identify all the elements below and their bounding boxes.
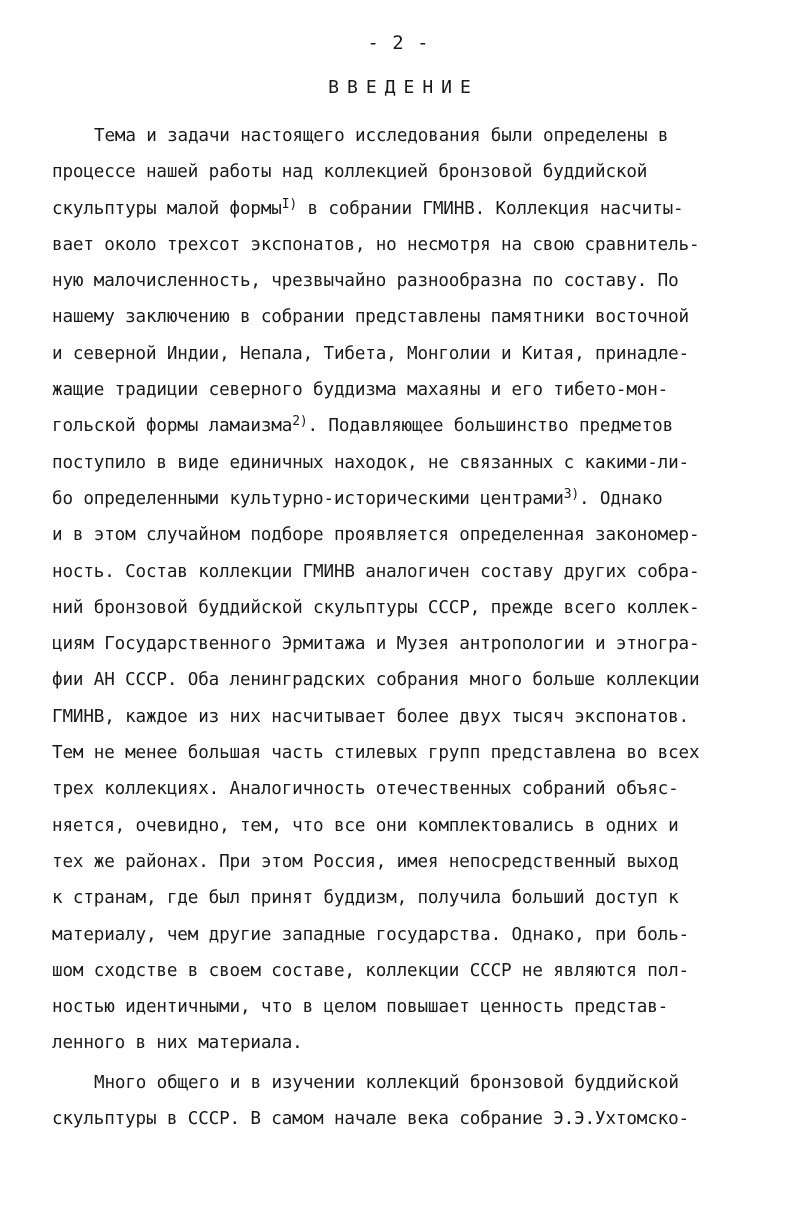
line-text: гольской формы ламаизма <box>52 416 293 437</box>
text-line <box>52 1025 742 1061</box>
line-text: ленного в них материала. <box>52 1033 303 1054</box>
text-line <box>52 662 742 698</box>
line-text: трех коллекциях. Аналогичность отечественных собраний объяс- <box>52 779 679 800</box>
line-text: Тема и задачи настоящего исследования были определены в <box>94 126 669 146</box>
line-text: и северной Индии, Непала, Тибета, Монголии и Китая, принадле- <box>52 343 689 364</box>
page-number: - 2 - <box>367 32 430 54</box>
text-line <box>52 880 742 916</box>
line-text: вает около трехсот экспонатов, но несмотря на свою сравнитель- <box>52 234 700 255</box>
text-line <box>52 953 742 989</box>
footnote-marker: 2) <box>292 414 308 430</box>
text-line <box>52 554 742 590</box>
text-line <box>52 336 742 372</box>
footnote-marker: I) <box>281 196 298 212</box>
line-text: материалу, чем другие западные государства. Однако, при боль- <box>52 924 689 945</box>
text-line <box>52 481 742 517</box>
line-text: поступило в виде единичных находок, не связанных с какими-ли- <box>52 452 689 473</box>
text-line <box>52 1101 742 1137</box>
text-line <box>52 154 742 190</box>
text-line <box>52 771 742 807</box>
line-text: нашему заключению в собрании представлены памятники восточной <box>52 307 689 328</box>
text-line <box>52 590 742 626</box>
text-line <box>52 227 742 263</box>
text-line <box>52 118 742 154</box>
text-line <box>52 844 742 880</box>
line-text: Много общего и в изучении коллекций бронзовой буддийской <box>94 1072 679 1093</box>
line-text-continuation: . Подавляющее большинство предметов <box>307 416 674 437</box>
text-line <box>52 445 742 481</box>
line-text-continuation: . Однако <box>579 488 663 509</box>
line-text: процессе нашей работы над коллекцией бронзовой буддийской <box>52 162 648 183</box>
text-line <box>52 517 742 553</box>
line-text: бо определенными культурно-историческими центрами <box>52 488 564 509</box>
line-text: ностью идентичными, что в целом повышает ценность представ- <box>52 997 669 1018</box>
text-line <box>52 408 742 444</box>
text-line <box>52 372 742 408</box>
line-text: скульптуры малой формы <box>52 198 282 219</box>
text-line <box>52 263 742 299</box>
line-text: ность. Состав коллекции ГМИНВ аналогичен составу других собра- <box>52 561 700 582</box>
text-line <box>52 989 742 1025</box>
text-line <box>52 917 742 953</box>
line-text: ную малочисленность, чрезвычайно разнообразна по составу. По <box>52 271 679 292</box>
line-text: шом сходстве в своем составе, коллекции СССР не являются пол- <box>52 960 689 981</box>
text-line <box>52 299 742 335</box>
line-text: фии АН СССР. Оба ленинградских собрания много больше коллекции <box>52 670 700 691</box>
footnote-marker: 3) <box>563 486 580 502</box>
line-text: ний бронзовой буддийской скульптуры СССР, прежде всего коллек- <box>52 597 700 618</box>
text-line <box>52 808 742 844</box>
body-text <box>52 118 742 1137</box>
line-text: тех же районах. При этом Россия, имея непосредственный выход <box>52 851 679 872</box>
line-text: жащие традиции северного буддизма махаяны и его тибето-мон- <box>52 380 669 401</box>
line-text: скульптуры в СССР. В самом начале века собрание Э.Э.Ухтомско- <box>52 1109 689 1130</box>
line-text: к странам, где был принят буддизм, получила больший доступ к <box>52 888 679 909</box>
text-line <box>52 191 742 227</box>
text-line <box>52 735 742 771</box>
line-text-continuation: в собрании ГМИНВ. Коллекция насчиты- <box>297 198 684 219</box>
text-line <box>52 1065 742 1101</box>
text-line <box>52 626 742 662</box>
line-text: няется, очевидно, тем, что все они комплектовались в одних и <box>52 815 679 836</box>
line-text: циям Государственного Эрмитажа и Музея антропологии и этногра- <box>52 634 700 655</box>
text-line <box>52 699 742 735</box>
line-text: ГМИНВ, каждое из них насчитывает более двух тысяч экспонатов. <box>52 706 689 727</box>
section-heading: ВВЕДЕНИЕ <box>328 77 479 98</box>
line-text: и в этом случайном подборе проявляется определенная закономер- <box>52 525 700 546</box>
line-text: Тем не менее большая часть стилевых групп представлена во всех <box>52 743 700 764</box>
